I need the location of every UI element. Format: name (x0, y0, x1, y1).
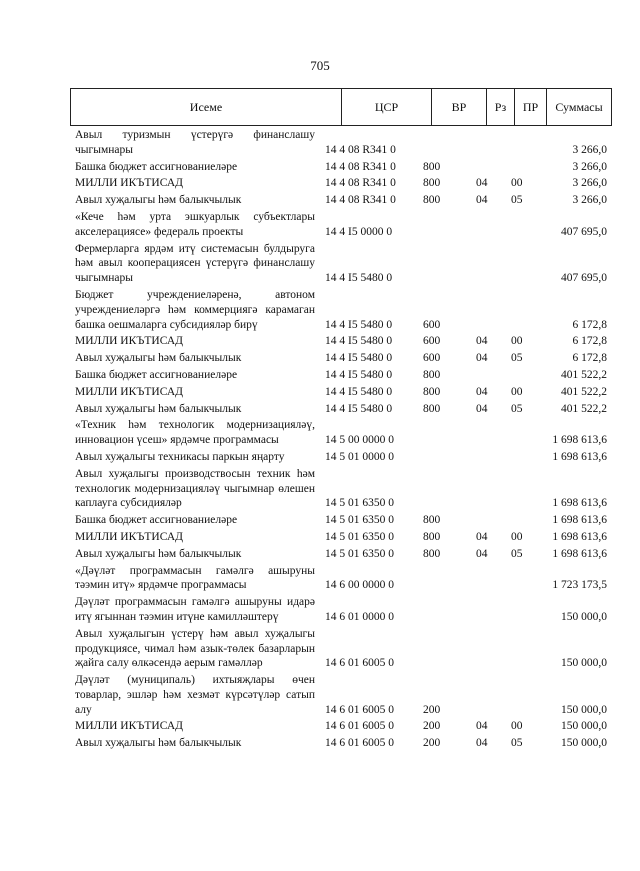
row-name: «Дәүләт программасын гамәлгә ашыруны тәэмин итү» ярдәмче программасы (75, 564, 315, 592)
row-name: Авыл хуҗалыгы производствосын техник һәм технологик модернизацияләү чыгымнар өлешен каплауга субсидияләр (75, 467, 315, 510)
row-vr: 800 (423, 160, 441, 173)
table-row (75, 350, 607, 367)
row-vr: 800 (423, 194, 441, 207)
row-name: Авыл туризмын үстерүгә финанслашу чыгымнары (75, 129, 315, 156)
row-name: МИЛЛИ ИКЪТИСАД (75, 177, 183, 190)
row-sum: 1 698 613,6 (552, 514, 607, 527)
row-rz: 04 (476, 402, 488, 415)
page-number: 705 (310, 58, 330, 73)
header-sum: Суммасы (555, 99, 603, 114)
table-row (75, 287, 607, 333)
row-sum: 1 698 613,6 (552, 530, 607, 543)
row-name: «Техник һәм технологик модернизацияләү, инновацион үсеш» ярдәмче программасы (75, 419, 315, 447)
row-rz: 04 (476, 194, 488, 207)
table-body (75, 127, 607, 752)
row-sum: 1 723 173,5 (552, 579, 607, 592)
header-rz: Рз (487, 89, 515, 125)
row-csr: 14 6 01 6005 0 (325, 737, 394, 750)
row-sum: 3 266,0 (572, 194, 607, 207)
table-row (75, 718, 607, 735)
row-csr: 14 6 01 6005 0 (325, 720, 394, 733)
row-sum: 6 172,8 (572, 352, 607, 365)
row-name: Бюджет учреждениеләренә, автоном учреждениеләргә һәм коммерциягә карамаган башка оешмаларга субсидияләр бирү (75, 288, 315, 331)
row-vr: 200 (423, 703, 441, 716)
row-rz: 04 (476, 547, 488, 560)
row-sum: 150 000,0 (561, 610, 607, 623)
row-name: МИЛЛИ ИКЪТИСАД (75, 335, 183, 348)
table-row (75, 192, 607, 209)
row-vr: 800 (423, 177, 441, 190)
row-name: Авыл хуҗалыгы һәм балыкчылык (75, 402, 242, 415)
row-pr: 00 (511, 177, 523, 190)
table-row (75, 546, 607, 563)
row-csr: 14 5 01 6350 0 (325, 497, 394, 510)
row-sum: 3 266,0 (572, 177, 607, 190)
row-sum: 1 698 613,6 (552, 497, 607, 510)
row-sum: 401 522,2 (561, 368, 607, 381)
row-csr: 14 5 01 6350 0 (325, 530, 394, 543)
row-name: Фермерларга ярдәм итү системасын булдыруга һәм авыл кооперациясен үстерүгә финанслашу чыгымнары (75, 242, 315, 285)
row-csr: 14 4 I5 5480 0 (325, 335, 393, 348)
row-csr: 14 4 I5 5480 0 (325, 385, 393, 398)
row-sum: 3 266,0 (572, 160, 607, 173)
row-pr: 05 (511, 402, 523, 415)
row-vr: 600 (423, 352, 441, 365)
row-sum: 6 172,8 (572, 318, 607, 331)
row-name: МИЛЛИ ИКЪТИСАД (75, 720, 183, 733)
row-sum: 150 000,0 (561, 720, 607, 733)
row-name: Авыл хуҗалыгы һәм балыкчылык (75, 737, 242, 750)
row-sum: 3 266,0 (572, 143, 607, 156)
row-csr: 14 4 I5 0000 0 (325, 225, 393, 238)
table-row (75, 127, 607, 159)
header-pr: ПР (515, 89, 547, 125)
table-row (75, 672, 607, 718)
row-pr: 00 (511, 385, 523, 398)
row-rz: 04 (476, 737, 488, 750)
row-name: МИЛЛИ ИКЪТИСАД (75, 385, 183, 398)
header-csr: ЦСР (342, 89, 432, 125)
table-row (75, 367, 607, 384)
row-vr: 800 (423, 402, 441, 415)
row-rz: 04 (476, 720, 488, 733)
row-sum: 407 695,0 (561, 272, 607, 285)
row-sum: 150 000,0 (561, 703, 607, 716)
table-row (75, 466, 607, 512)
row-vr: 200 (423, 720, 441, 733)
table-row (75, 159, 607, 176)
row-csr: 14 6 00 0000 0 (325, 579, 394, 592)
table-row (75, 626, 607, 672)
row-csr: 14 4 I5 5480 0 (325, 272, 393, 285)
row-csr: 14 5 01 6350 0 (325, 514, 394, 527)
row-name: Авыл хуҗалыгы һәм балыкчылык (75, 194, 242, 207)
row-vr: 800 (423, 385, 441, 398)
row-sum: 401 522,2 (561, 402, 607, 415)
table-row (75, 512, 607, 529)
row-vr: 600 (423, 335, 441, 348)
table-row (75, 333, 607, 350)
row-sum: 1 698 613,6 (552, 434, 607, 447)
table-row (75, 417, 607, 449)
row-pr: 05 (511, 737, 523, 750)
row-name: Башка бюджет ассигнованиеләре (75, 514, 238, 527)
row-name: Дәүләт программасын гамәлгә ашыруны идарә итү ягыннан тәэмин итүне камилләштерү (75, 596, 315, 623)
row-csr: 14 5 01 6350 0 (325, 547, 394, 560)
row-name: «Кече һәм урта эшкуарлык субъектлары акселерациясе» федераль проекты (75, 210, 315, 238)
row-rz: 04 (476, 385, 488, 398)
table-row (75, 209, 607, 241)
table-row (75, 594, 607, 626)
row-vr: 200 (423, 737, 441, 750)
row-pr: 00 (511, 335, 523, 348)
header-vr: ВР (432, 89, 487, 125)
row-csr: 14 4 08 R341 0 (325, 194, 396, 207)
row-vr: 800 (423, 514, 441, 527)
table-row (75, 563, 607, 595)
row-sum: 401 522,2 (561, 385, 607, 398)
header-name: Исеме (71, 89, 342, 125)
row-vr: 800 (423, 530, 441, 543)
row-csr: 14 6 01 6005 0 (325, 657, 394, 670)
table-row (75, 241, 607, 287)
row-pr: 05 (511, 547, 523, 560)
row-sum: 150 000,0 (561, 737, 607, 750)
row-csr: 14 5 00 0000 0 (325, 434, 394, 447)
table-row (75, 401, 607, 418)
row-csr: 14 4 I5 5480 0 (325, 368, 393, 381)
row-csr: 14 4 08 R341 0 (325, 177, 396, 190)
row-csr: 14 6 01 6005 0 (325, 703, 394, 716)
row-rz: 04 (476, 352, 488, 365)
row-csr: 14 4 I5 5480 0 (325, 402, 393, 415)
row-rz: 04 (476, 335, 488, 348)
table-row (75, 175, 607, 192)
row-name: МИЛЛИ ИКЪТИСАД (75, 530, 183, 543)
row-vr: 800 (423, 547, 441, 560)
row-pr: 05 (511, 194, 523, 207)
row-name: Башка бюджет ассигнованиеләре (75, 160, 238, 173)
row-name: Башка бюджет ассигнованиеләре (75, 368, 238, 381)
row-name: Авыл хуҗалыгын үстерү һәм авыл хуҗалыгы продукциясе, чимал һәм азык-төлек базарларын җайга салу өлкәсендә аерым гамәлләр (75, 627, 315, 670)
row-csr: 14 6 01 0000 0 (325, 610, 394, 623)
row-rz: 04 (476, 177, 488, 190)
table-header (70, 88, 612, 126)
row-sum: 407 695,0 (561, 225, 607, 238)
row-sum: 1 698 613,6 (552, 547, 607, 560)
row-pr: 05 (511, 352, 523, 365)
row-csr: 14 4 I5 5480 0 (325, 318, 393, 331)
row-vr: 800 (423, 368, 441, 381)
row-name: Авыл хуҗалыгы һәм балыкчылык (75, 352, 242, 365)
table-row (75, 529, 607, 546)
row-csr: 14 4 08 R341 0 (325, 143, 396, 156)
row-csr: 14 5 01 0000 0 (325, 450, 394, 463)
row-pr: 00 (511, 720, 523, 733)
row-vr: 600 (423, 318, 441, 331)
table-row (75, 384, 607, 401)
table-row (75, 735, 607, 752)
row-csr: 14 4 I5 5480 0 (325, 352, 393, 365)
table-row (75, 449, 607, 466)
row-name: Авыл хуҗалыгы һәм балыкчылык (75, 547, 242, 560)
row-pr: 00 (511, 530, 523, 543)
row-name: Дәүләт (муниципаль) ихтыяҗлары өчен товарлар, эшләр һәм хезмәт күрсәтүләр сатып алу (75, 674, 315, 716)
row-name: Авыл хуҗалыгы техникасы паркын яңарту (75, 450, 285, 463)
row-sum: 6 172,8 (572, 335, 607, 348)
row-csr: 14 4 08 R341 0 (325, 160, 396, 173)
row-sum: 150 000,0 (561, 657, 607, 670)
row-sum: 1 698 613,6 (552, 450, 607, 463)
row-rz: 04 (476, 530, 488, 543)
